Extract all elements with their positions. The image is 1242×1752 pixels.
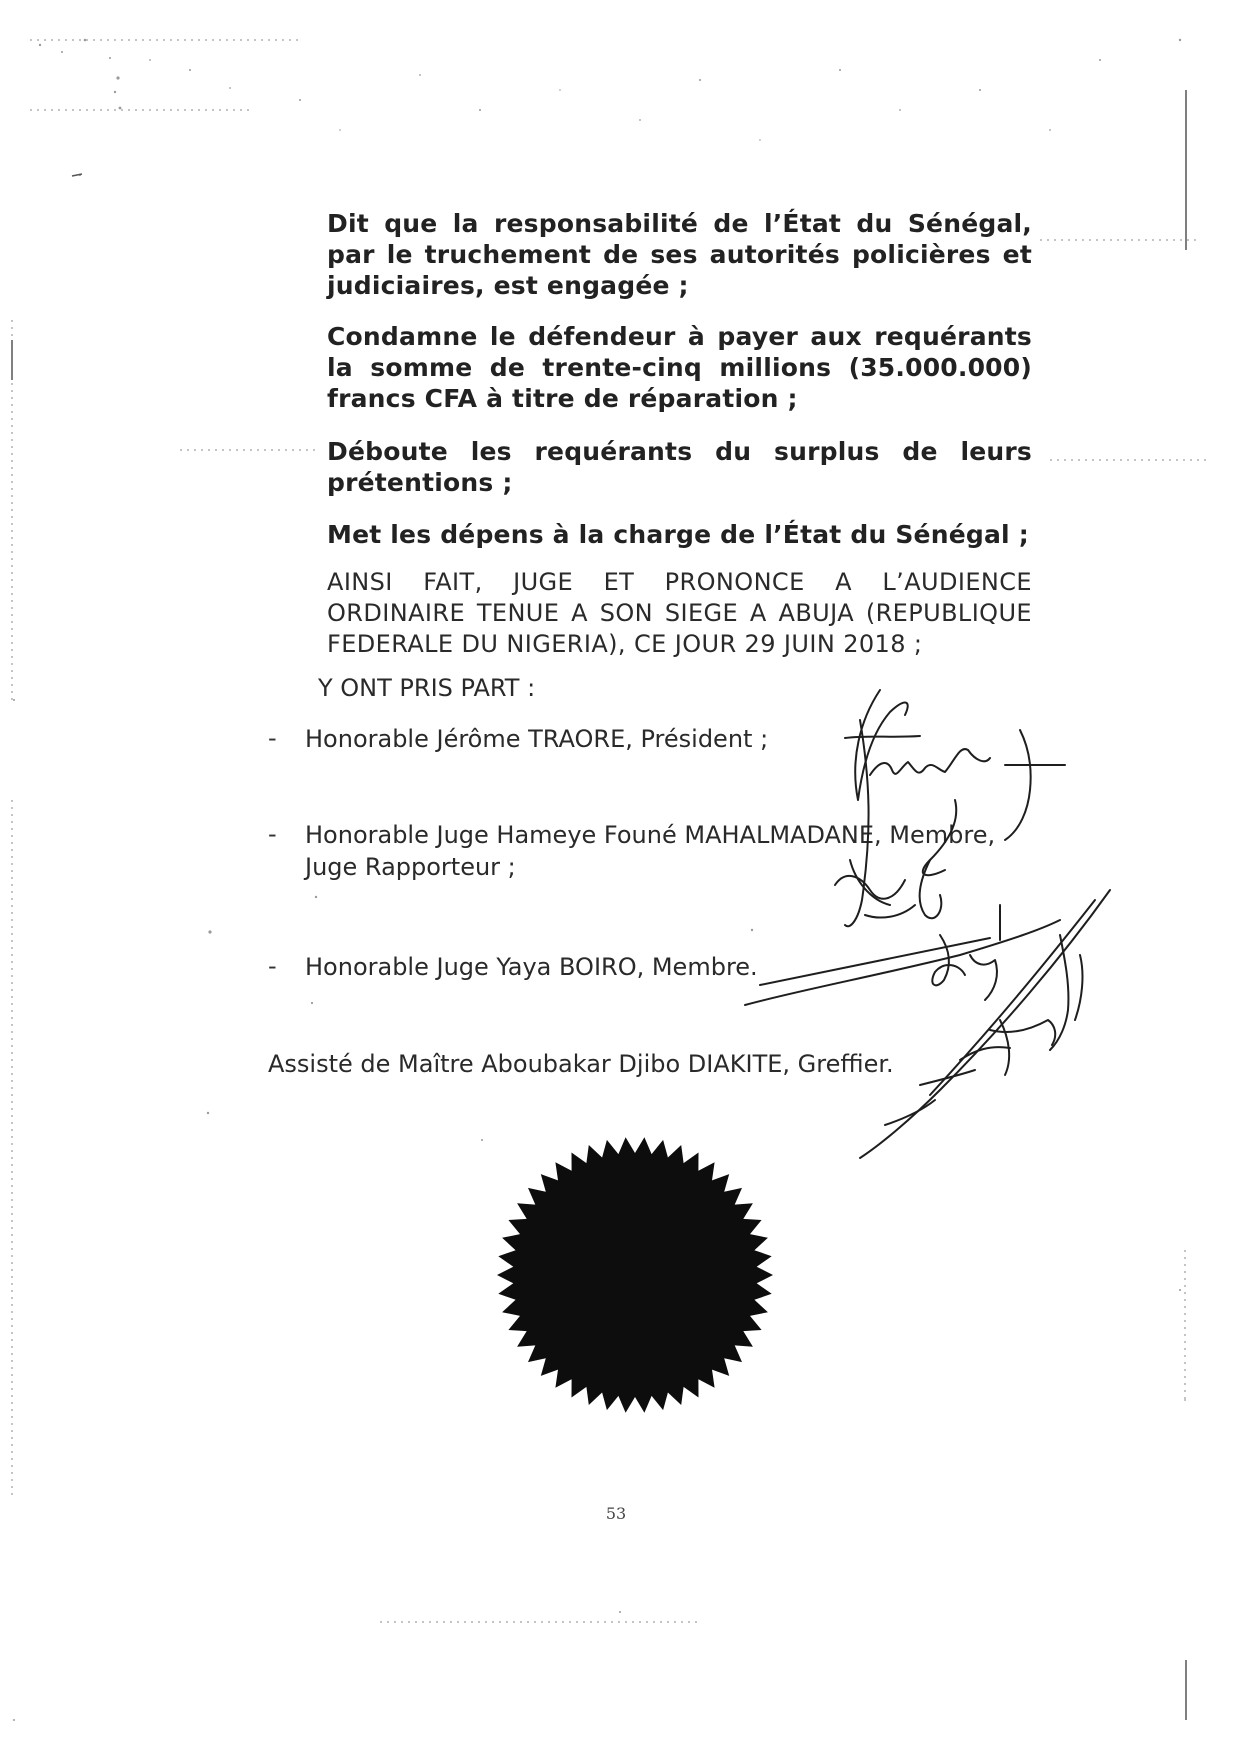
- signature-clerk: [860, 890, 1110, 1158]
- participants-heading: Y ONT PRIS PART :: [318, 674, 536, 702]
- participant-rapporteur: Honorable Juge Hameye Founé MAHALMADANE, Membre,: [305, 821, 996, 849]
- bullet-dash: -: [268, 724, 277, 752]
- page-number: 53: [605, 1504, 627, 1523]
- decision-damages: Condamne le défendeur à payer aux requérants la somme de trente-cinq millions (35.000.000) francs CFA à titre de réparation ;: [327, 322, 1032, 413]
- signature-member: [745, 905, 1060, 1005]
- clerk-line: Assisté de Maître Aboubakar Djibo DIAKITE, Greffier.: [268, 1050, 894, 1078]
- participant-president: Honorable Jérôme TRAORE, Président ;: [305, 725, 769, 753]
- signature-rapporteur: [835, 800, 956, 918]
- decision-responsibility: Dit que la responsabilité de l’État du Sénégal, par le truchement de ses autorités policières et judiciaires, est engagée ;: [327, 209, 1032, 300]
- court-seal: [497, 1137, 773, 1412]
- participant-member: Honorable Juge Yaya BOIRO, Membre.: [305, 953, 758, 981]
- bullet-dash: -: [268, 820, 277, 848]
- participant-rapporteur-role: Juge Rapporteur ;: [305, 853, 516, 881]
- decision-costs: Met les dépens à la charge de l’État du Sénégal ;: [327, 520, 1029, 549]
- signature-president: [845, 690, 1065, 926]
- closing-statement: AINSI FAIT, JUGE ET PRONONCE A L’AUDIENCE ORDINAIRE TENUE A SON SIEGE A ABUJA (REPUBLIQUE FEDERALE DU NIGERIA), CE JOUR 29 JUIN 2018 ;: [327, 568, 1032, 658]
- decision-dismissal: Déboute les requérants du surplus de leurs prétentions ;: [327, 437, 1032, 497]
- bullet-dash: -: [268, 952, 277, 980]
